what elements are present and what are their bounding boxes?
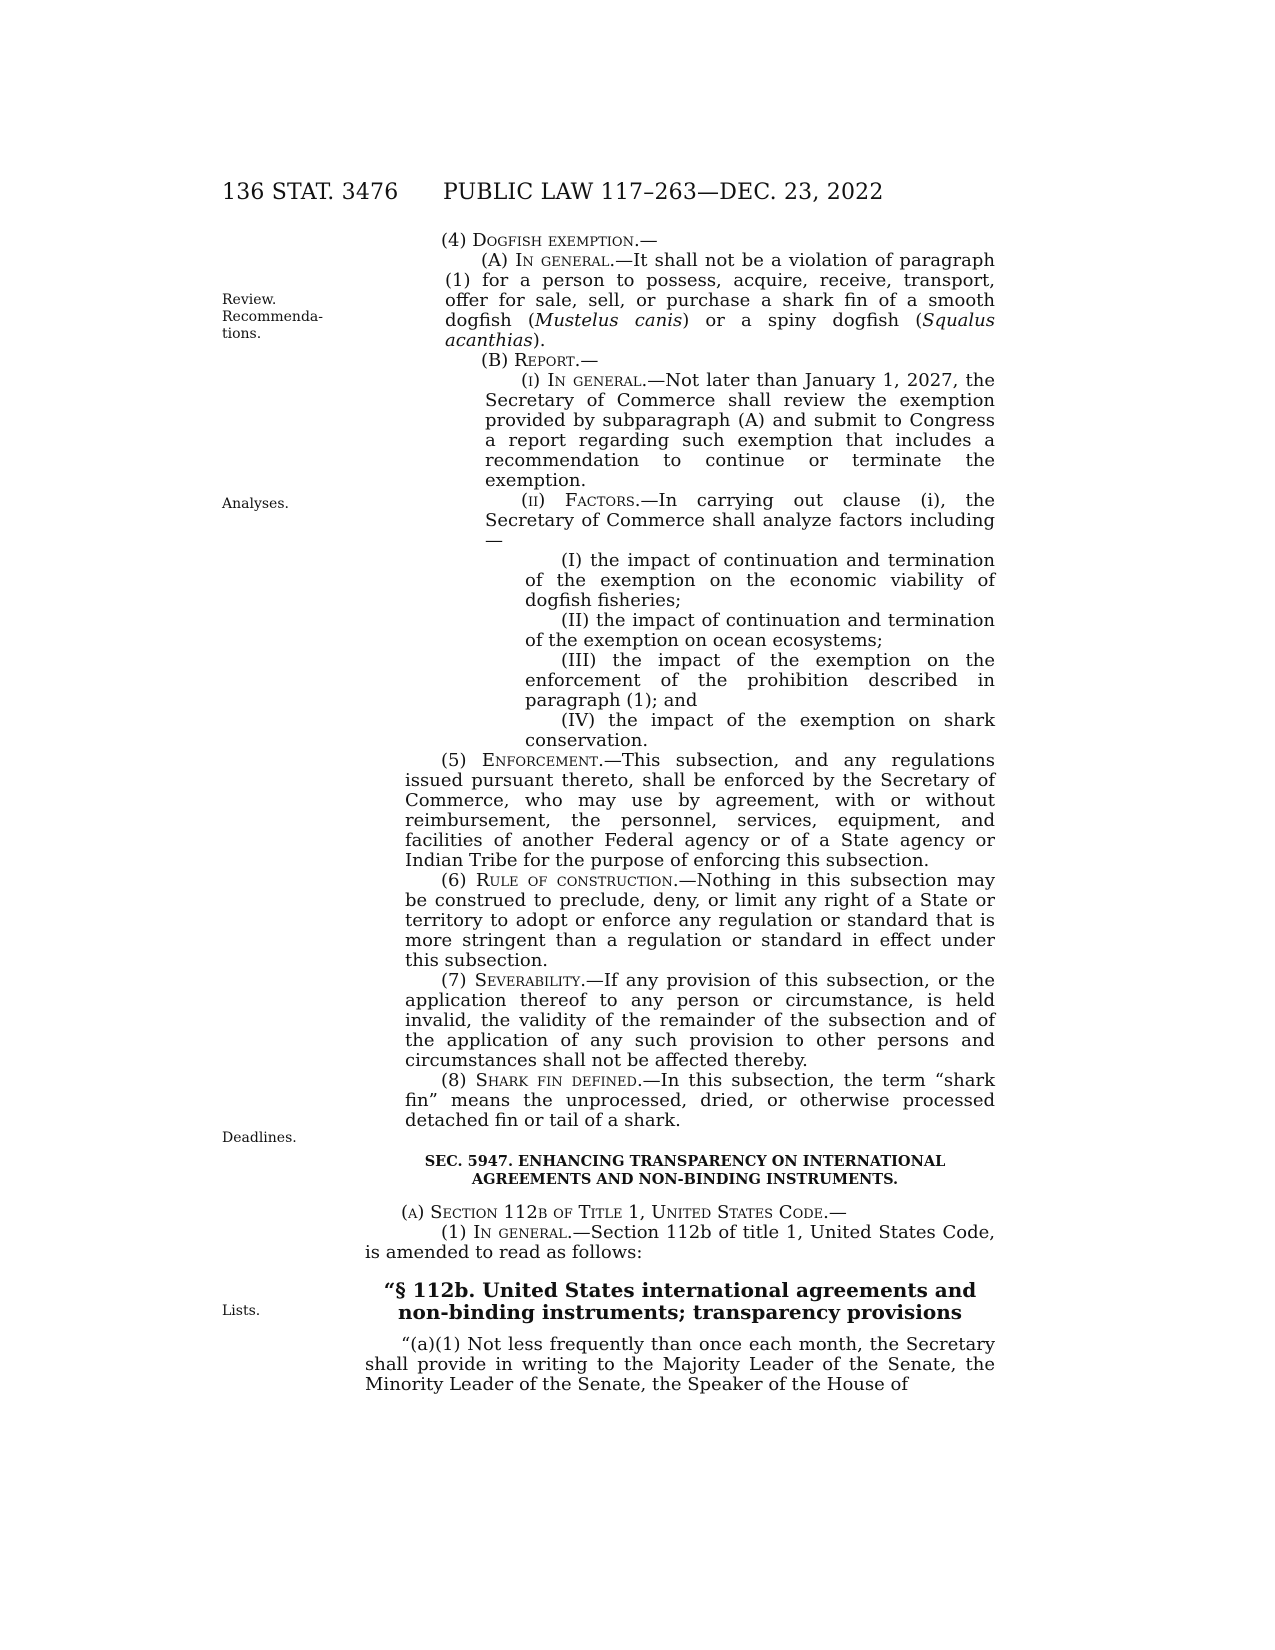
para-6: (6) Rule of construction.—Nothing in this subsection may be construed to preclude, deny, or limit any right of a State or territory to adopt or enforce any regulation or standard that is more stringent than a regulation or standard in effect under this subsection. (405, 870, 995, 971)
para-4b-ii: (ii) Factors.—In carrying out clause (i), the Secretary of Commerce shall analyze factors including— (485, 490, 996, 551)
main-text-column (365, 231, 995, 1395)
section-heading: SEC. 5947. ENHANCING TRANSPARENCY ON INTERNATIONAL AGREEMENTS AND NON-BINDING INSTRUMENTS. (424, 1153, 946, 1188)
para-4a: (A) In general.—It shall not be a violation of paragraph (1) for a person to possess, acquire, receive, transport, offer for sale, sell, or purchase a shark fin of a smooth dogfish (Mustelus canis) or a spiny dogfish (Squalus acanthias). (445, 250, 995, 351)
factor-I: (I) the impact of continuation and termination of the exemption on the economic viability of dogfish fisheries; (525, 550, 995, 611)
subsection-a-heading: (a) Section 112b of Title 1, United States Code.— (401, 1202, 847, 1223)
margin-note-review (222, 292, 323, 343)
margin-note-review-line3: tions. (222, 326, 262, 342)
code-section-text: “(a)(1) Not less frequently than once each month, the Secretary shall provide in writing to the Majority Leader of the Senate, the Minority Leader of the Senate, the Speaker of the House of (365, 1334, 995, 1395)
factor-III: (III) the impact of the exemption on the enforcement of the prohibition described in paragraph (1); and (525, 650, 995, 711)
factor-II: (II) the impact of continuation and termination of the exemption on ocean ecosystems; (525, 610, 995, 651)
margin-note-lists: Lists. (222, 1303, 261, 1319)
margin-note-review-line2: Recommenda- (222, 309, 323, 325)
subsection-a-1: (1) In general.—Section 112b of title 1, United States Code, is amended to read as follows: (365, 1222, 995, 1263)
page-running-head: PUBLIC LAW 117–263—DEC. 23, 2022 (443, 180, 884, 205)
code-section-title: “§ 112b. United States international agreements and non-binding instruments; transparency provisions (383, 1278, 977, 1324)
factor-IV: (IV) the impact of the exemption on shark conservation. (525, 710, 995, 751)
para-4-heading: (4) Dogfish exemption.— (441, 230, 658, 251)
para-4b-i: (i) In general.—Not later than January 1, 2027, the Secretary of Commerce shall review the exemption provided by subparagraph (A) and submit to Congress a report regarding such exemption that includes a recommendation to continue or terminate the exemption. (485, 370, 995, 491)
margin-note-deadlines: Deadlines. (222, 1130, 297, 1146)
para-5: (5) Enforcement.—This subsection, and any regulations issued pursuant thereto, shall be enforced by the Secretary of Commerce, who may use by agreement, with or without reimbursement, the personnel, services, equipment, and facilities of another Federal agency or of a State agency or Indian Tribe for the purpose of enforcing this subsection. (405, 750, 995, 871)
margin-note-review-line1: Review. (222, 292, 277, 308)
para-8: (8) Shark fin defined.—In this subsection, the term “shark fin” means the unprocessed, dried, or otherwise processed detached fin or tail of a shark. (405, 1070, 995, 1131)
margin-note-analyses: Analyses. (222, 496, 289, 512)
para-4b-heading: (B) Report.— (481, 350, 599, 371)
para-7: (7) Severability.—If any provision of this subsection, or the application thereof to any person or circumstance, is held invalid, the validity of the remainder of the subsection and of the application of any such provision to other persons and circumstances shall not be affected thereby. (405, 970, 995, 1071)
page-stat-number: 136 STAT. 3476 (222, 180, 399, 205)
